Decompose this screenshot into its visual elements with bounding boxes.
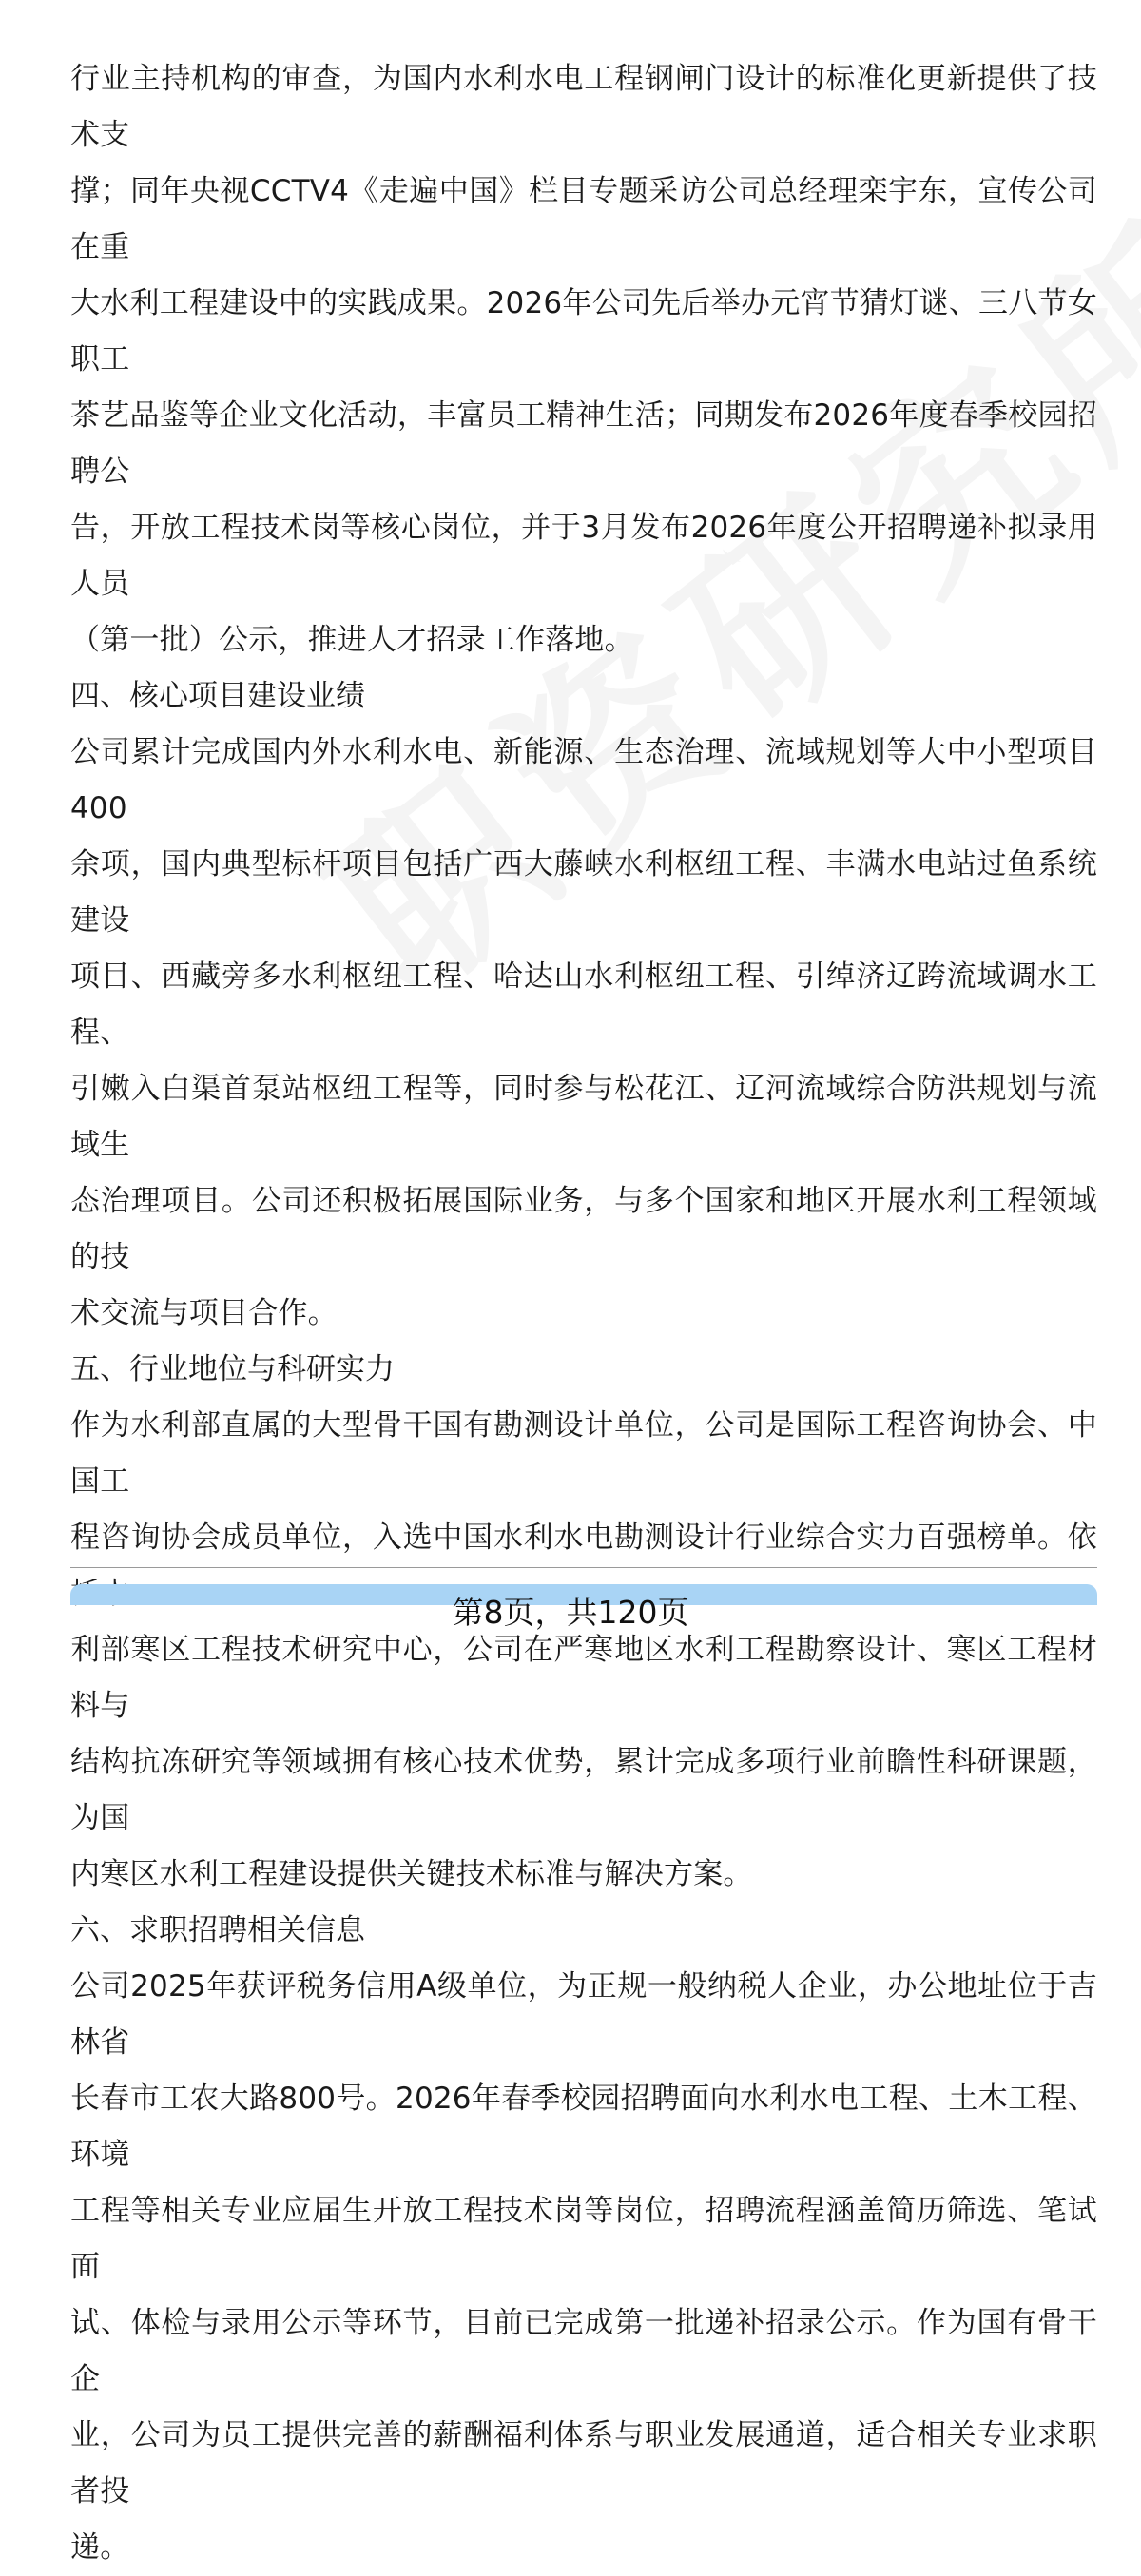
paragraph-line: 公司累计完成国内外水利水电、新能源、生态治理、流域规划等大中小型项目400: [70, 735, 1097, 825]
paragraph-line: 撑；同年央视CCTV4《走遍中国》栏目专题采访公司总经理栾宇东，宣传公司在重: [70, 174, 1097, 264]
paragraph-line: 业，公司为员工提供完善的薪酬福利体系与职业发展通道，适合相关专业求职者投: [70, 2418, 1097, 2508]
document-body: [70, 51, 1097, 2576]
paragraph-line: 作为水利部直属的大型骨干国有勘测设计单位，公司是国际工程咨询协会、中国工: [70, 1408, 1097, 1499]
paragraph-line: 结构抗冻研究等领域拥有核心技术优势，累计完成多项行业前瞻性科研课题，为国: [70, 1745, 1097, 1835]
paragraph-line: 引嫩入白渠首泵站枢纽工程等，同时参与松花江、辽河流域综合防洪规划与流域生: [70, 1072, 1097, 1162]
paragraph-line: 工程等相关专业应届生开放工程技术岗等岗位，招聘流程涵盖简历筛选、笔试面: [70, 2194, 1097, 2284]
paragraph-line: 行业主持机构的审查，为国内水利水电工程钢闸门设计的标准化更新提供了技术支: [70, 62, 1097, 152]
paragraph-line: 长春市工农大路800号。2026年春季校园招聘面向水利水电工程、土木工程、环境: [70, 2082, 1097, 2172]
paragraph-line: （第一批）公示，推进人才招录工作落地。: [70, 623, 634, 657]
paragraph-line: 递。: [70, 2530, 130, 2565]
paragraph-line: 程咨询协会成员单位，入选中国水利水电勘测设计行业综合实力百强榜单。依: [70, 1520, 1097, 1555]
paragraph-line: 大水利工程建设中的实践成果。2026年公司先后举办元宵节猜灯谜、三八节女职工: [70, 286, 1097, 377]
paragraph-line: 利部寒区工程技术研究中心，公司在严寒地区水利工程勘察设计、寒区工程材料与: [70, 1633, 1097, 1723]
paragraph-line: 茶艺品鉴等企业文化活动，丰富员工精神生活；同期发布2026年度春季校园招聘公: [70, 398, 1097, 489]
paragraph-line: 试、体检与录用公示等环节，目前已完成第一批递补招录公示。作为国有骨干企: [70, 2306, 1097, 2396]
paragraph-line: 内寒区水利工程建设提供关键技术标准与解决方案。: [70, 1857, 753, 1891]
paragraph-line: 告，开放工程技术岗等核心岗位，并于3月发布2026年度公开招聘递补拟录用人员: [70, 511, 1097, 601]
paragraph-line: 术交流与项目合作。: [70, 1296, 338, 1330]
section-heading: 五、行业地位与科研实力: [70, 1352, 395, 1386]
paragraph-line: 公司2025年获评税务信用A级单位，为正规一般纳税人企业，办公地址位于吉林省: [70, 1969, 1097, 2060]
paragraph-line: 余项，国内典型标杆项目包括广西大藤峡水利枢纽工程、丰满水电站过鱼系统建设: [70, 847, 1097, 938]
section-heading: 六、求职招聘相关信息: [70, 1913, 365, 1947]
footer-divider: [70, 1567, 1097, 1568]
paragraph-line: 项目、西藏旁多水利枢纽工程、哈达山水利枢纽工程、引绰济辽跨流域调水工程、: [70, 959, 1097, 1050]
page-number: 第8页，共120页: [452, 1594, 689, 1631]
paragraph-line: 态治理项目。公司还积极拓展国际业务，与多个国家和地区开展水利工程领域的技: [70, 1184, 1097, 1274]
section-heading: 四、核心项目建设业绩: [70, 679, 365, 713]
